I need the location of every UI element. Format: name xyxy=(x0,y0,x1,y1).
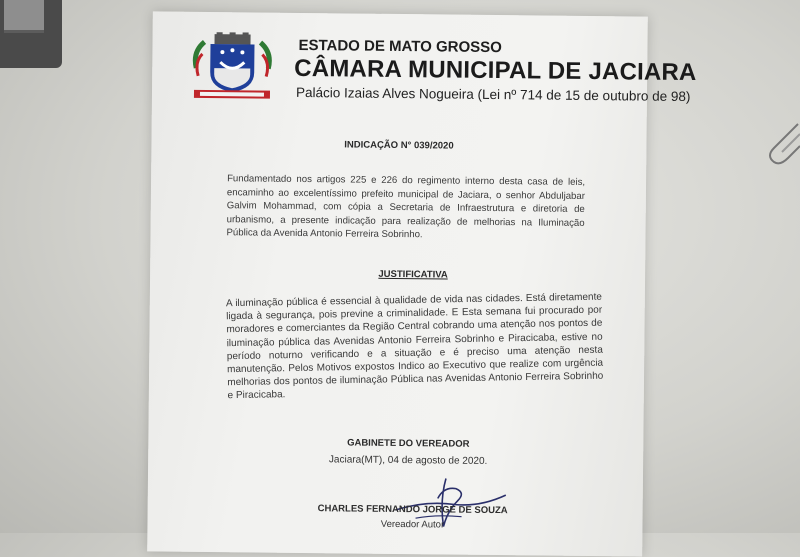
office-heading: GABINETE DO VEREADOR xyxy=(347,437,470,450)
justification-heading: JUSTIFICATIVA xyxy=(378,268,448,281)
desk-clipboard-corner xyxy=(0,0,62,68)
palace-subtitle: Palácio Izaias Alves Nogueira (Lei nº 714 de 15 de outubro de 98) xyxy=(295,84,691,105)
paragraph-intro: Fundamentado nos artigos 225 e 226 do regimento interno desta casa de leis, encaminho ao excelentíssimo prefeito municipal de Jaciara, o senhor Abduljabar Galvim Mohammad, com cópia a Secretaria de Infraestrutura e diretoria de urbanismo, a presente indicação para realização de melhorias na Iluminação Pública da Avenida Antonio Ferreira Sobrinho. xyxy=(226,173,586,241)
document-sheet xyxy=(147,11,697,556)
paragraph-justification: A iluminação pública é essencial à qualidade de vida nas cidades. Está diretamente ligada à segurança, pois previne a criminalidade. E Esta semana fui procurado por moradores e comerciantes da Região Central cobrando uma atenção nos pontos de iluminação pública das Avenidas Antonio Ferreira Sobrinho e Piracicaba, estive no período noturno verificando e a situação e é preciso uma atenção nesta manutenção. Pelos Motivos expostos Indico ao Executivo que realize com urgência melhorias dos pontos de iluminação Pública nas Avenidas Antonio Ferreira Sobrinho e Piracicaba. xyxy=(225,291,604,402)
paperclip-icon xyxy=(760,118,800,178)
chamber-name: CÂMARA MUNICIPAL DE JACIARA xyxy=(294,54,697,87)
signer-name: CHARLES FERNANDO JORGE DE SOUZA xyxy=(317,503,508,517)
coat-of-arms-icon xyxy=(190,32,275,103)
letterhead xyxy=(188,32,697,117)
place-date: Jaciara(MT), 04 de agosto de 2020. xyxy=(328,454,488,467)
state-name: ESTADO DE MATO GROSSO xyxy=(298,36,502,57)
indication-title: INDICAÇÃO N° 039/2020 xyxy=(344,139,454,152)
signer-role: Vereador Autor xyxy=(380,518,445,531)
